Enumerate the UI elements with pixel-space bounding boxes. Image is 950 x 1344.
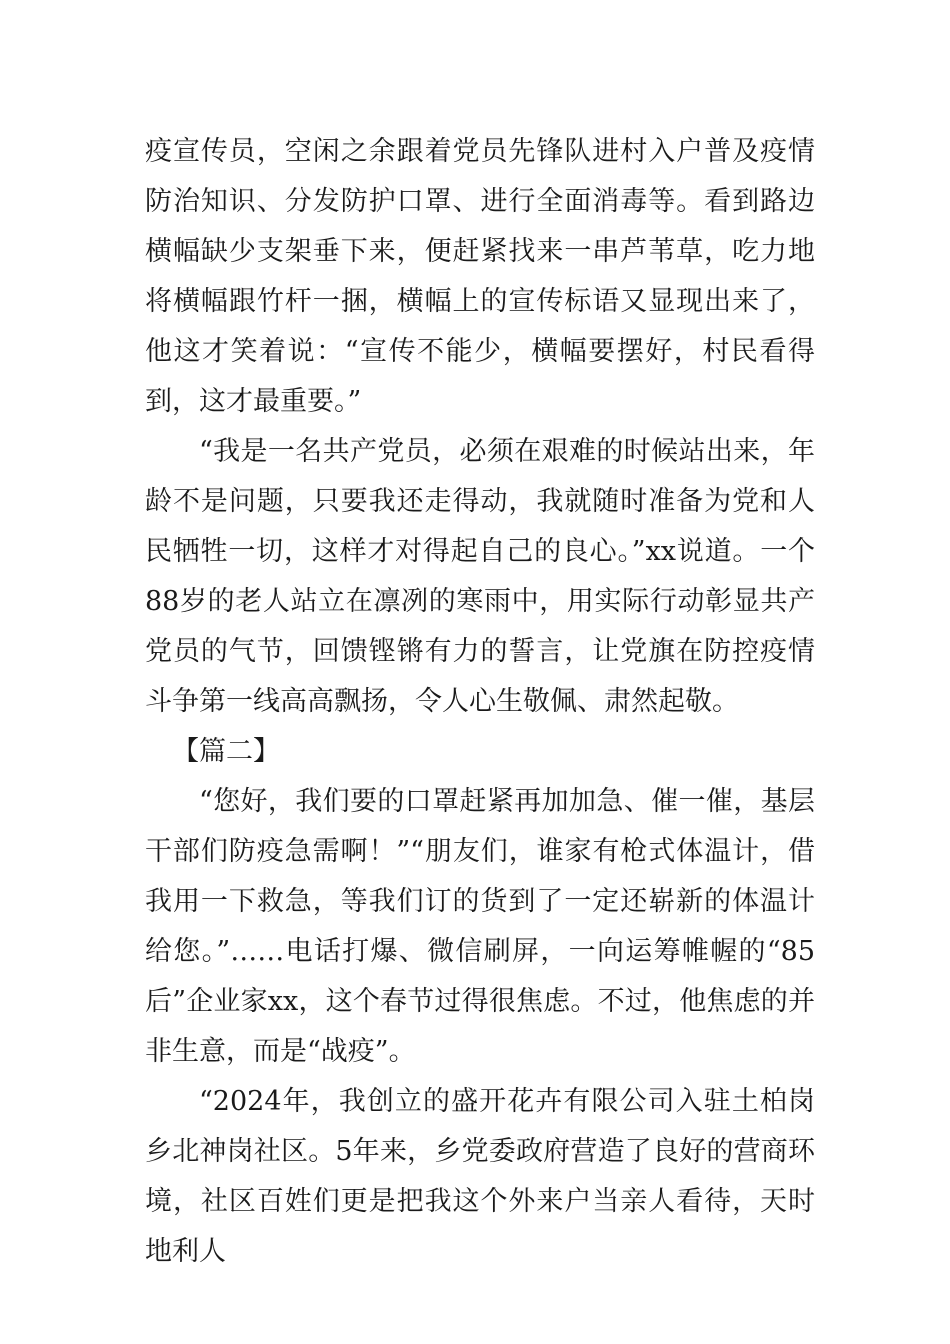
paragraph-4: “2024年，我创立的盛开花卉有限公司入驻土柏岗乡北神岗社区。5年来，乡党委政府营造了良好的营商环境，社区百姓们更是把我这个外来户当亲人看待，天时地利人 (145, 1086, 815, 1267)
paragraph-2: “我是一名共产党员，必须在艰难的时候站出来，年龄不是问题，只要我还走得动，我就随时准备为党和人民牺牲一切，这样才对得起自己的良心。”xx说道。一个88岁的老人站立在凛冽的寒雨中，用实际行动彰显共产党员的气节，回馈铿锵有力的誓言，让党旗在防控疫情斗争第一线高高飘扬，令人心生敬佩、肃然起敬。 (145, 436, 815, 717)
document-body (145, 127, 815, 1277)
paragraph-1: 疫宣传员，空闲之余跟着党员先锋队进村入户普及疫情防治知识、分发防护口罩、进行全面消毒等。看到路边横幅缺少支架垂下来，便赶紧找来一串芦苇草，吃力地将横幅跟竹杆一捆，横幅上的宣传标语又显现出来了，他这才笑着说：“宣传不能少，横幅要摆好，村民看得到，这才最重要。” (145, 136, 815, 417)
section-heading: 【篇二】 (172, 736, 280, 767)
paragraph-3: “您好，我们要的口罩赶紧再加加急、催一催，基层干部们防疫急需啊！”“朋友们，谁家有枪式体温计，借我用一下救急，等我们订的货到了一定还崭新的体温计给您。”……电话打爆、微信刷屏，一向运筹帷幄的“85后”企业家xx，这个春节过得很焦虑。不过，他焦虑的并非生意，而是“战疫”。 (145, 786, 815, 1067)
